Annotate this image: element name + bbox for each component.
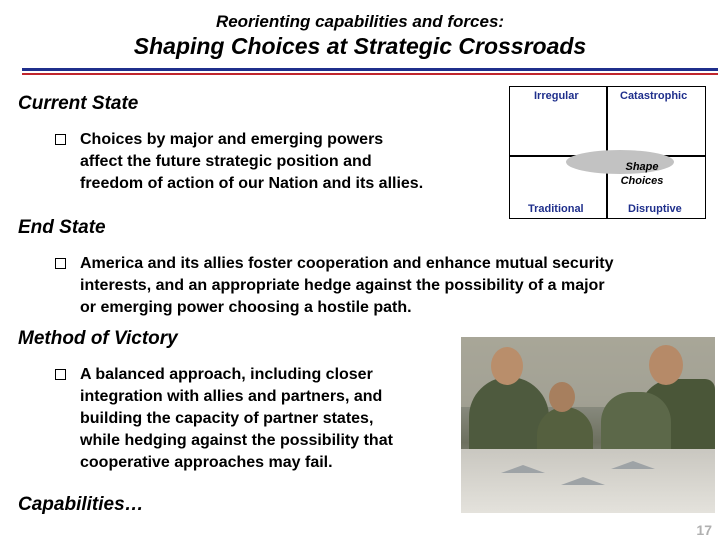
bullet-line: freedom of action of our Nation and its allies. bbox=[80, 175, 424, 192]
photo-head-middle bbox=[549, 382, 575, 412]
bullet-line: A balanced approach, including closer bbox=[80, 366, 373, 383]
bullet-line: cooperative approaches may fail. bbox=[80, 454, 333, 471]
challenge-matrix bbox=[509, 86, 706, 219]
bullet-line: interests, and an appropriate hedge against the possibility of a major bbox=[80, 277, 605, 294]
slide-subtitle: Reorienting capabilities and forces: bbox=[215, 12, 505, 31]
matrix-label-disruptive: Disruptive bbox=[628, 203, 682, 215]
bullet-text bbox=[80, 364, 393, 474]
bullet-line: integration with allies and partners, and bbox=[80, 388, 383, 405]
bullet-line: America and its allies foster cooperation and enhance mutual security bbox=[80, 255, 614, 272]
heading-capabilities: Capabilities… bbox=[18, 494, 144, 515]
model-jet-icon bbox=[561, 477, 605, 485]
shape-choices-line: Shape bbox=[625, 161, 659, 173]
matrix-label-shape-choices bbox=[614, 160, 670, 188]
matrix-label-irregular: Irregular bbox=[534, 90, 579, 102]
bullet-line: while hedging against the possibility that bbox=[80, 432, 393, 449]
bullet-text bbox=[80, 129, 423, 195]
checkbox-bullet-icon bbox=[55, 258, 66, 269]
photo-head-left bbox=[491, 347, 523, 385]
title-rule-red bbox=[22, 73, 718, 75]
matrix-label-traditional: Traditional bbox=[528, 203, 584, 215]
bullet-current-state bbox=[55, 129, 423, 195]
bullet-line: building the capacity of partner states, bbox=[80, 410, 374, 427]
matrix-label-catastrophic: Catastrophic bbox=[620, 90, 688, 102]
page-number: 17 bbox=[696, 522, 712, 538]
model-jet-icon bbox=[501, 465, 545, 473]
shape-choices-line: Choices bbox=[620, 175, 664, 187]
bullet-method-of-victory bbox=[55, 364, 393, 474]
heading-end-state: End State bbox=[18, 217, 106, 238]
checkbox-bullet-icon bbox=[55, 134, 66, 145]
checkbox-bullet-icon bbox=[55, 369, 66, 380]
bullet-end-state bbox=[55, 253, 614, 319]
bullet-line: Choices by major and emerging powers bbox=[80, 131, 384, 148]
title-rule-blue bbox=[22, 68, 718, 71]
bullet-line: affect the future strategic position and bbox=[80, 153, 372, 170]
photo-head-right bbox=[649, 345, 683, 385]
military-officers-photo bbox=[461, 337, 715, 513]
heading-method-of-victory: Method of Victory bbox=[18, 328, 178, 349]
heading-current-state: Current State bbox=[18, 93, 139, 114]
slide-title: Shaping Choices at Strategic Crossroads bbox=[133, 33, 587, 59]
model-jet-icon bbox=[611, 461, 655, 469]
bullet-text bbox=[80, 253, 614, 319]
bullet-line: or emerging power choosing a hostile path. bbox=[80, 299, 412, 316]
